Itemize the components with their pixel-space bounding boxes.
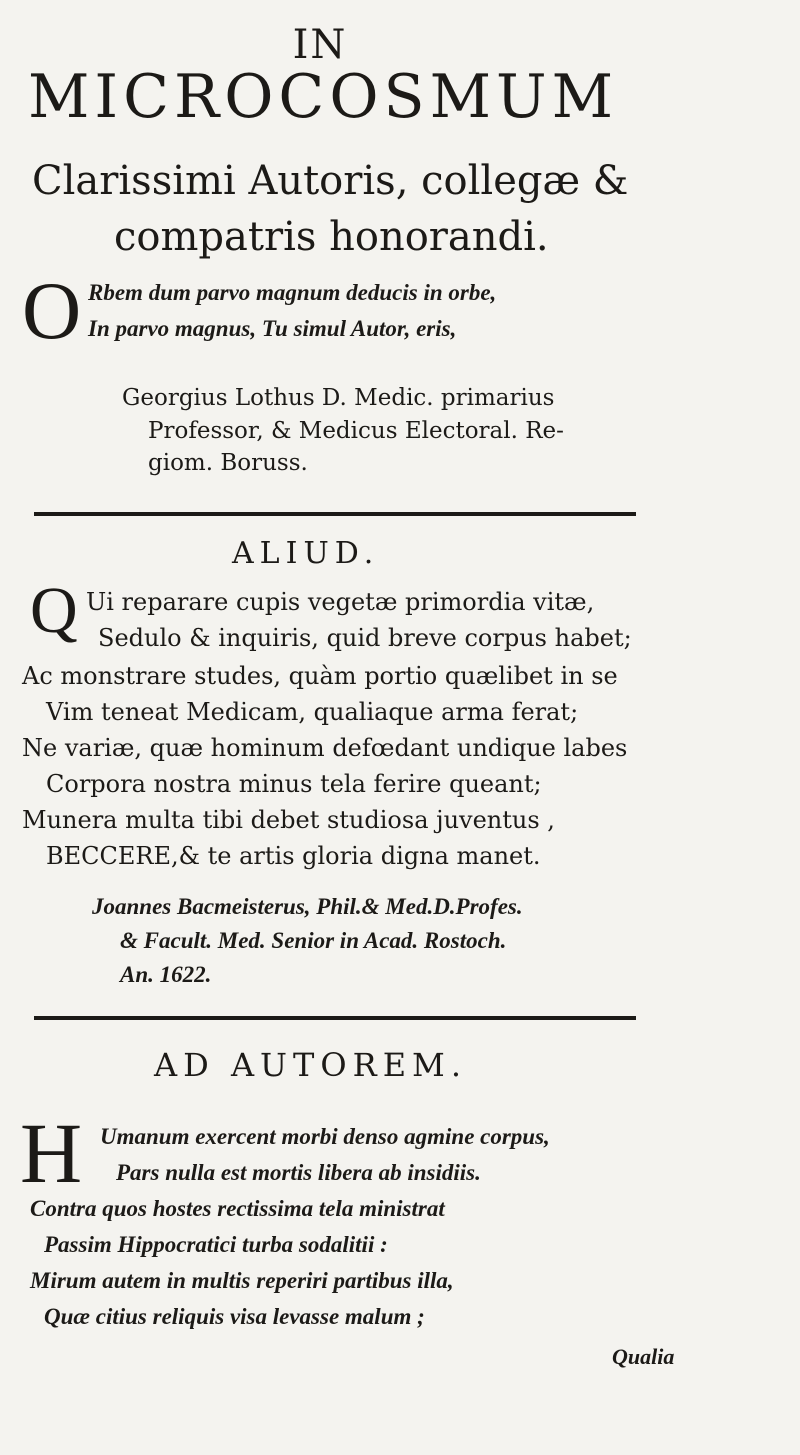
drop-cap-o: O xyxy=(22,265,82,356)
signature-line: Professor, & Medicus Electoral. Re- xyxy=(148,418,564,444)
signature-line: giom. Boruss. xyxy=(148,450,308,476)
signature-line: Joannes Bacmeisterus, Phil.& Med.D.Profes. xyxy=(92,894,523,919)
signature-line: Georgius Lothus D. Medic. primarius xyxy=(122,385,555,411)
dedication-line-2: compatris honorandi. xyxy=(114,214,549,260)
signature-line: An. 1622. xyxy=(120,962,212,987)
verse-line: Corpora nostra minus tela ferire queant; xyxy=(46,770,542,798)
signature-line: & Facult. Med. Senior in Acad. Rostoch. xyxy=(120,928,507,953)
dedication-line-1: Clarissimi Autoris, collegæ & xyxy=(32,158,629,204)
section-heading-aliud: ALIUD. xyxy=(232,536,380,571)
verse-line: Sedulo & inquiris, quid breve corpus habet; xyxy=(98,624,632,652)
verse-line: Ne variæ, quæ hominum defœdant undique labes xyxy=(22,734,628,762)
verse-line: Ac monstrare studes, quàm portio quælibet in se xyxy=(22,662,618,690)
drop-cap-q: Q xyxy=(30,574,78,647)
divider-rule xyxy=(34,1016,636,1020)
verse-line: Munera multa tibi debet studiosa juventus , xyxy=(22,806,555,834)
verse-line: Vim teneat Medicam, qualiaque arma ferat; xyxy=(46,698,579,726)
verse-line: Pars nulla est mortis libera ab insidiis. xyxy=(116,1160,481,1185)
divider-rule xyxy=(34,512,636,516)
verse-line: BECCERE,& te artis gloria digna manet. xyxy=(46,842,541,870)
drop-cap-h: H xyxy=(20,1105,83,1201)
section-heading-ad-autorem: AD AUTOREM. xyxy=(154,1046,467,1084)
microcosmum-title: MICROCOSMUM xyxy=(28,62,619,132)
in-heading: IN xyxy=(292,22,348,68)
verse-line: Umanum exercent morbi denso agmine corpus, xyxy=(100,1124,550,1149)
verse-line: Contra quos hostes rectissima tela ministrat xyxy=(30,1196,445,1221)
verse-line: Quæ citius reliquis visa levasse malum ; xyxy=(44,1304,425,1329)
verse-line: Passim Hippocratici turba sodalitii : xyxy=(44,1232,388,1257)
verse-line: Rbem dum parvo magnum deducis in orbe, xyxy=(88,280,497,305)
verse-line: Ui reparare cupis vegetæ primordia vitæ, xyxy=(86,588,595,616)
catchword: Qualia xyxy=(612,1344,675,1369)
verse-line: In parvo magnus, Tu simul Autor, eris, xyxy=(88,316,457,341)
verse-line: Mirum autem in multis reperiri partibus illa, xyxy=(30,1268,454,1293)
